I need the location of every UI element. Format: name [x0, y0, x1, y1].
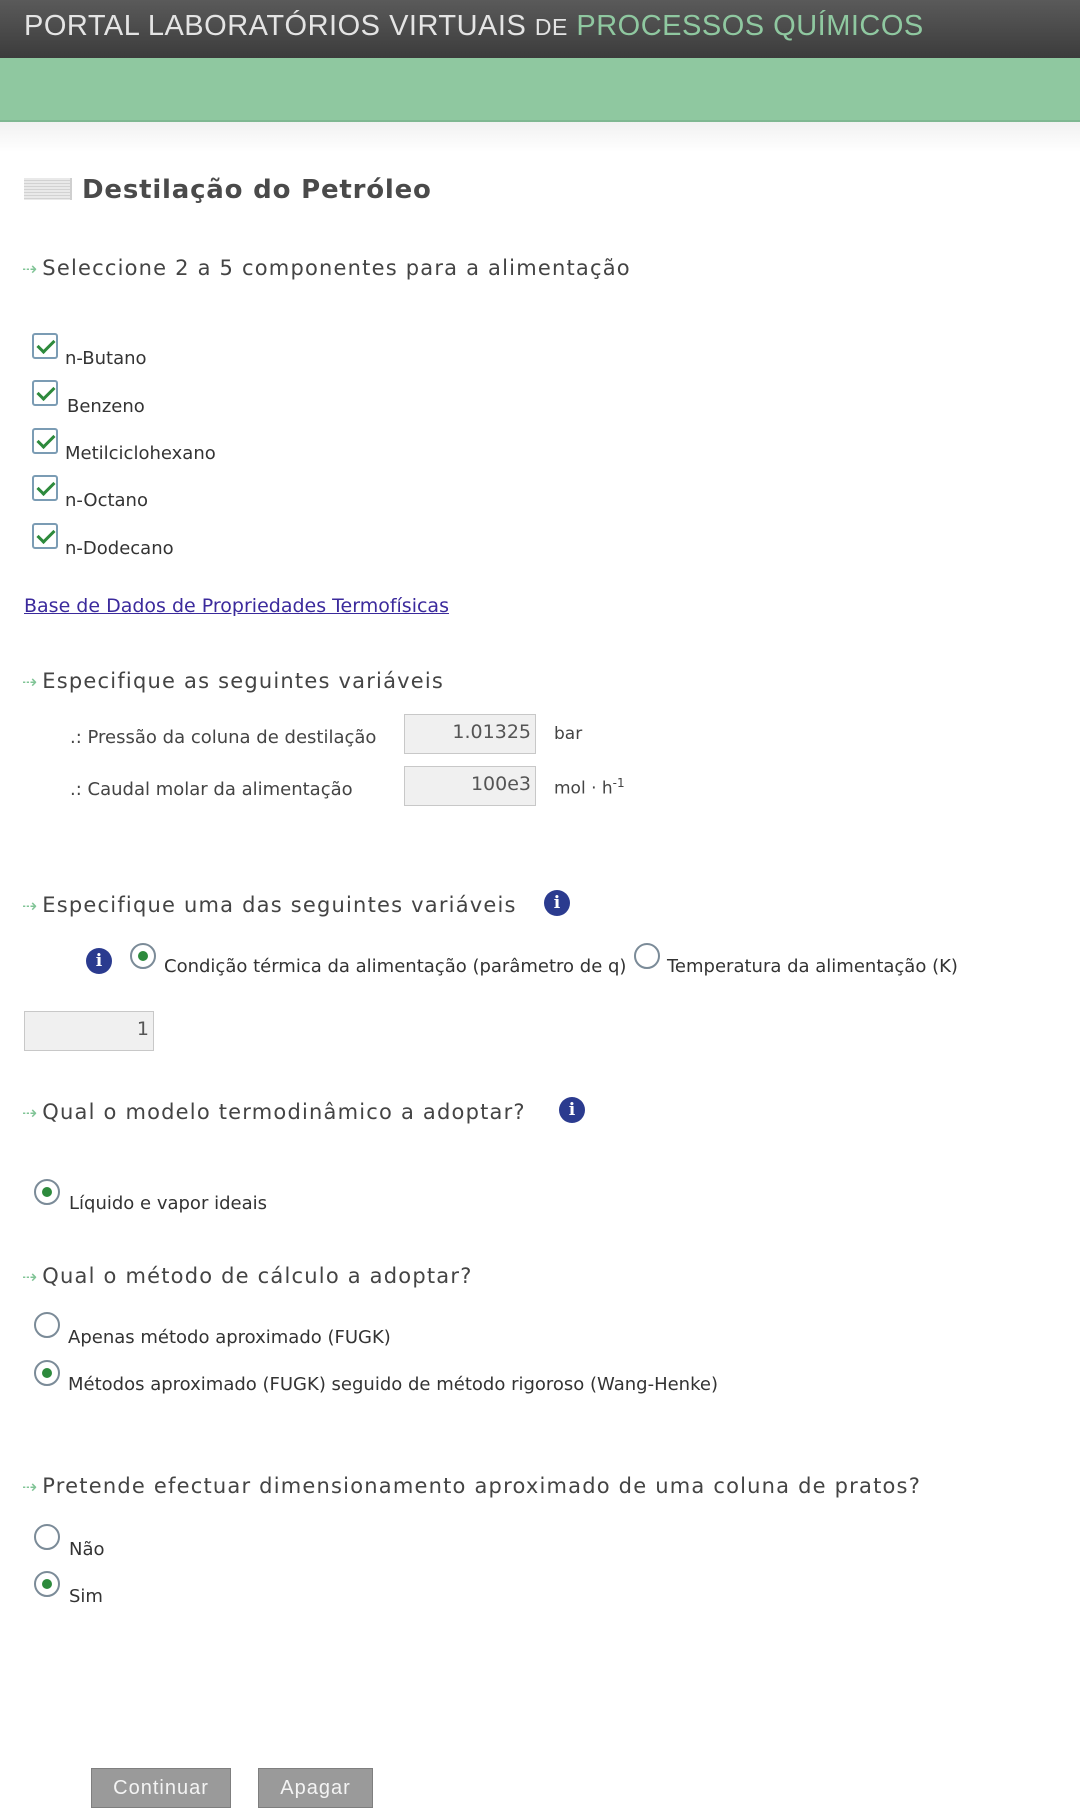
flow-unit — [554, 776, 625, 799]
method-heading-text: Qual o método de cálculo a adoptar? — [42, 1264, 473, 1288]
checkbox-benzeno[interactable] — [32, 380, 58, 406]
radio-sizing-yes[interactable] — [34, 1571, 60, 1597]
checkbox-metilciclohexano[interactable] — [32, 428, 58, 454]
components-heading — [22, 256, 631, 280]
radio-label: Condição térmica da alimentação (parâmetro de q) — [164, 956, 627, 977]
one-of-value-input[interactable]: 1 — [24, 1011, 154, 1051]
portal-title-part3: PROCESSOS QUÍMICOS — [576, 10, 924, 42]
flow-input[interactable]: 100e3 — [404, 766, 536, 806]
radio-label: Métodos aproximado (FUGK) seguido de método rigoroso (Wang-Henke) — [68, 1374, 718, 1395]
radio-label: Apenas método aproximado (FUGK) — [68, 1327, 391, 1348]
info-icon[interactable]: i — [544, 890, 570, 916]
radio-label: Não — [69, 1539, 105, 1560]
checkbox-label: n-Butano — [65, 348, 147, 369]
radio-label: Temperatura da alimentação (K) — [667, 956, 958, 977]
green-banner — [0, 58, 1080, 122]
radio-rigorous-method[interactable] — [34, 1360, 60, 1386]
flow-unit-base: mol · h — [554, 778, 613, 799]
thermophysical-db-link[interactable]: Base de Dados de Propriedades Termofísicas — [24, 595, 449, 617]
radio-label: Sim — [69, 1586, 103, 1607]
portal-title — [24, 10, 924, 43]
flow-label: .: Caudal molar da alimentação — [70, 779, 353, 800]
variables-heading — [22, 669, 444, 693]
method-heading — [22, 1264, 473, 1288]
pressure-unit: bar — [554, 724, 583, 744]
checkbox-n-dodecano[interactable] — [32, 523, 58, 549]
radio-ideal-liquid-vapor[interactable] — [34, 1179, 60, 1205]
page-title-bar-icon — [24, 178, 72, 200]
clear-button[interactable]: Apagar — [258, 1768, 373, 1808]
arrow-right-icon: ⇢ — [22, 896, 39, 917]
model-heading-text: Qual o modelo termodinâmico a adoptar? — [42, 1100, 526, 1124]
checkbox-n-butano[interactable] — [32, 333, 58, 359]
checkbox-label: n-Octano — [65, 490, 148, 511]
page-title: Destilação do Petróleo — [82, 175, 432, 205]
radio-approximate-method[interactable] — [34, 1312, 60, 1338]
info-icon[interactable]: i — [86, 948, 112, 974]
info-icon[interactable]: i — [559, 1097, 585, 1123]
radio-label: Líquido e vapor ideais — [69, 1193, 267, 1214]
variables-heading-text: Especifique as seguintes variáveis — [42, 669, 445, 693]
one-of-heading — [22, 893, 517, 917]
radio-thermal-condition[interactable] — [130, 943, 156, 969]
arrow-right-icon: ⇢ — [22, 259, 39, 280]
sizing-heading-text: Pretende efectuar dimensionamento aproximado de uma coluna de pratos? — [42, 1474, 922, 1498]
flow-unit-exponent: -1 — [612, 776, 625, 790]
model-heading — [22, 1100, 526, 1124]
checkbox-label: n-Dodecano — [65, 538, 174, 559]
continue-button[interactable]: Continuar — [91, 1768, 231, 1808]
arrow-right-icon: ⇢ — [22, 672, 39, 693]
checkbox-label: Metilciclohexano — [65, 443, 216, 464]
portal-title-part1: PORTAL LABORATÓRIOS VIRTUAIS — [24, 10, 527, 42]
radio-feed-temperature[interactable] — [634, 943, 660, 969]
pressure-input[interactable]: 1.01325 — [404, 714, 536, 754]
content-top-gradient — [0, 122, 1080, 152]
checkbox-n-octano[interactable] — [32, 475, 58, 501]
portal-title-part2: DE — [534, 14, 568, 40]
checkbox-label: Benzeno — [67, 396, 145, 417]
pressure-label: .: Pressão da coluna de destilação — [70, 727, 377, 748]
radio-sizing-no[interactable] — [34, 1524, 60, 1550]
header-bar — [0, 0, 1080, 58]
arrow-right-icon: ⇢ — [22, 1103, 39, 1124]
one-of-heading-text: Especifique uma das seguintes variáveis — [42, 893, 517, 917]
components-heading-text: Seleccione 2 a 5 componentes para a alimentação — [42, 256, 631, 280]
sizing-heading — [22, 1474, 921, 1498]
arrow-right-icon: ⇢ — [22, 1267, 39, 1288]
arrow-right-icon: ⇢ — [22, 1477, 39, 1498]
